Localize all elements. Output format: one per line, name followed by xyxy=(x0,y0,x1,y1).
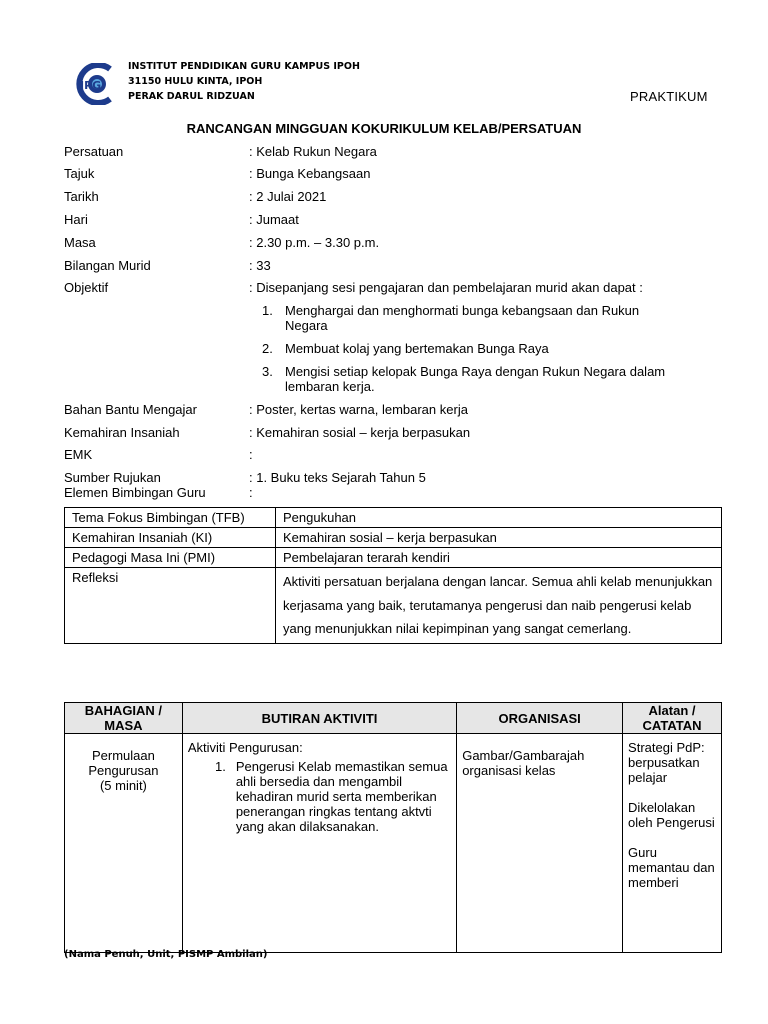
field-label-elemen-bimbingan: Elemen Bimbingan Guru xyxy=(64,485,206,500)
catatan-line: Guru memantau dan memberi xyxy=(628,845,715,890)
objective-line: Negara xyxy=(285,318,328,333)
objective-line: Mengisi setiap kelopak Bunga Raya dengan Rukun Negara dalam xyxy=(285,364,666,379)
guidance-label: Tema Fokus Bimbingan (TFB) xyxy=(65,508,276,528)
header-catatan: Alatan / CATATAN xyxy=(623,703,722,734)
guidance-label: Kemahiran Insaniah (KI) xyxy=(65,528,276,548)
institute-name: INSTITUT PENDIDIKAN GURU KAMPUS IPOH xyxy=(128,61,360,72)
guidance-value: Kemahiran sosial – kerja berpasukan xyxy=(276,528,722,548)
header-organisasi: ORGANISASI xyxy=(457,703,623,734)
table-row xyxy=(65,508,722,528)
logo-text: IPG xyxy=(80,79,102,92)
field-value-persatuan: : Kelab Rukun Negara xyxy=(249,144,377,159)
institute-address: 31150 HULU KINTA, IPOH xyxy=(128,76,263,87)
objective-number: 2. xyxy=(262,341,273,356)
field-value-emk: : xyxy=(249,447,253,462)
objective-number: 1. xyxy=(262,303,273,318)
cell-bahagian xyxy=(65,734,183,953)
objective-line: Membuat kolaj yang bertemakan Bunga Raya xyxy=(285,341,549,356)
item-number: 1. xyxy=(214,759,226,774)
header-bahagian: BAHAGIAN / MASA xyxy=(65,703,183,734)
objective-item xyxy=(285,341,705,356)
field-label-hari: Hari xyxy=(64,212,88,227)
bahagian-line: Permulaan xyxy=(91,748,155,763)
bahagian-line: Pengurusan xyxy=(88,763,159,778)
field-label-sumber-rujukan: Sumber Rujukan xyxy=(64,470,161,485)
activity-table xyxy=(64,702,722,953)
field-label-tarikh: Tarikh xyxy=(64,189,99,204)
cell-organisasi: Gambar/Gambarajah organisasi kelas xyxy=(457,734,623,953)
catatan-line: Strategi PdP: berpusatkan pelajar xyxy=(628,740,705,785)
refleksi-text: Aktiviti persatuan berjalana dengan lancar. Semua ahli kelab menunjukkan kerjasama yang baik, terutamanya pengerusi dan naib pengerusi kelab yang menunjukkan nilai kepimpinan yang sangat cemerlang. xyxy=(276,568,722,644)
field-label-objektif: Objektif xyxy=(64,280,109,295)
guidance-table xyxy=(64,507,722,644)
item-text: Pengerusi Kelab memastikan semua ahli bersedia dan mengambil kehadiran murid serta memberikan penerangan ringkas tentang aktvti yang akan dilaksanakan. xyxy=(235,759,448,834)
praktikum-label: PRAKTIKUM xyxy=(630,89,708,104)
footer-note: (Nama Penuh, Unit, PISMP Ambilan) xyxy=(64,949,268,960)
table-row xyxy=(65,734,722,953)
field-label-kemahiran-insaniah: Kemahiran Insaniah xyxy=(64,425,180,440)
field-value-tajuk: : Bunga Kebangsaan xyxy=(249,166,371,181)
institute-state: PERAK DARUL RIDZUAN xyxy=(128,91,255,102)
field-label-emk: EMK xyxy=(64,447,93,462)
field-value-sumber-rujukan: : 1. Buku teks Sejarah Tahun 5 xyxy=(249,470,426,485)
header-butiran-aktiviti: BUTIRAN AKTIVITI xyxy=(182,703,456,734)
field-value-objektif: : Disepanjang sesi pengajaran dan pembelajaran murid akan dapat : xyxy=(249,280,643,295)
aktiviti-title: Aktiviti Pengurusan: xyxy=(187,740,303,755)
table-row xyxy=(65,528,722,548)
field-value-masa: : 2.30 p.m. – 3.30 p.m. xyxy=(249,235,380,250)
field-label-bilangan-murid: Bilangan Murid xyxy=(64,258,151,273)
field-label-persatuan: Persatuan xyxy=(64,144,124,159)
objective-item xyxy=(285,364,705,394)
ipg-logo xyxy=(72,63,118,105)
field-value-hari: : Jumaat xyxy=(249,212,299,227)
objective-line: Menghargai dan menghormati bunga kebangsaan dan Rukun xyxy=(285,303,640,318)
field-value-tarikh: : 2 Julai 2021 xyxy=(249,189,327,204)
cell-aktiviti xyxy=(182,734,456,953)
field-value-bahan-bantu: : Poster, kertas warna, lembaran kerja xyxy=(249,402,468,417)
guidance-value: Pengukuhan xyxy=(276,508,722,528)
list-item xyxy=(188,759,451,834)
bahagian-line: (5 minit) xyxy=(99,778,147,793)
table-header-row xyxy=(65,703,722,734)
field-label-masa: Masa xyxy=(64,235,96,250)
objective-line: lembaran kerja. xyxy=(285,379,375,394)
table-row xyxy=(65,568,722,644)
field-value-elemen-bimbingan: : xyxy=(249,485,253,500)
table-row xyxy=(65,548,722,568)
guidance-label: Pedagogi Masa Ini (PMI) xyxy=(65,548,276,568)
document-title: RANCANGAN MINGGUAN KOKURIKULUM KELAB/PERSATUAN xyxy=(186,121,582,136)
field-value-bilangan-murid: : 33 xyxy=(249,258,271,273)
guidance-value: Pembelajaran terarah kendiri xyxy=(276,548,722,568)
field-label-tajuk: Tajuk xyxy=(64,166,95,181)
catatan-line: Dikelolakan oleh Pengerusi xyxy=(628,800,715,830)
guidance-label: Refleksi xyxy=(65,568,276,644)
objective-number: 3. xyxy=(262,364,273,379)
field-value-kemahiran-insaniah: : Kemahiran sosial – kerja berpasukan xyxy=(249,425,471,440)
objective-item xyxy=(285,303,705,333)
cell-catatan xyxy=(623,734,722,953)
field-label-bahan-bantu: Bahan Bantu Mengajar xyxy=(64,402,197,417)
